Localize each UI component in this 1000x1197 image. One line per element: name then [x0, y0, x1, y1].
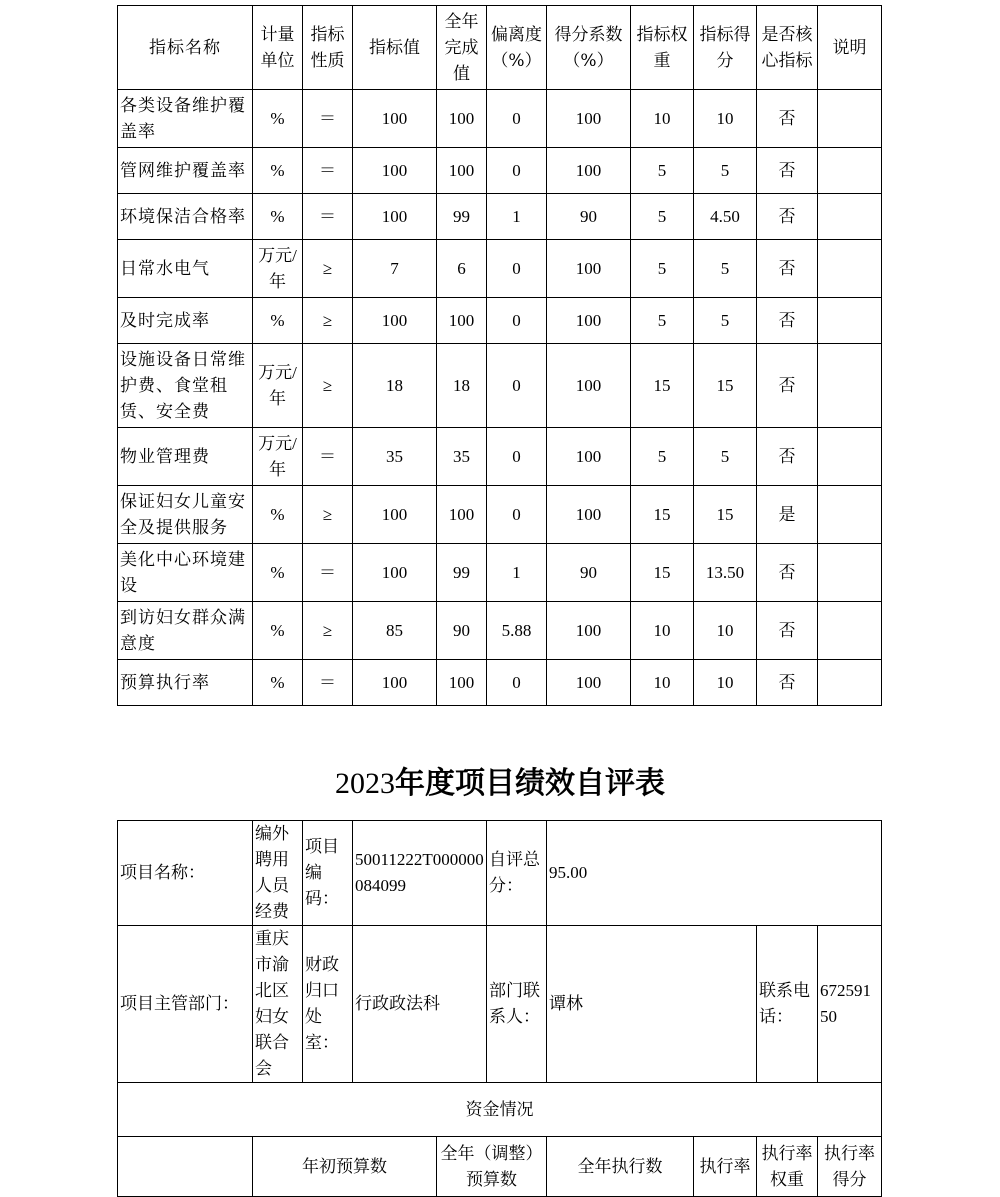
exec-rate-score-header: 执行率得分: [818, 1137, 882, 1197]
actual-value-cell: 18: [437, 344, 487, 428]
weight-cell: 10: [631, 660, 694, 706]
funds-blank-cell: [118, 1137, 253, 1197]
target-value-cell: 100: [353, 298, 437, 344]
nature-cell: ＝: [303, 194, 353, 240]
actual-value-cell: 100: [437, 90, 487, 148]
title-text: 年度项目绩效自评表: [395, 766, 665, 801]
indicator-name-cell: 物业管理费: [118, 428, 253, 486]
actual-value-cell: 6: [437, 240, 487, 298]
actual-value-cell: 99: [437, 544, 487, 602]
score-cell: 10: [694, 90, 757, 148]
score-coefficient-cell: 100: [547, 344, 631, 428]
note-cell: [818, 148, 882, 194]
score-cell: 5: [694, 148, 757, 194]
indicator-name-cell: 环境保洁合格率: [118, 194, 253, 240]
core-indicator-cell: 否: [757, 428, 818, 486]
indicator-row: [118, 194, 882, 240]
indicator-name-cell: 及时完成率: [118, 298, 253, 344]
core-indicator-cell: 否: [757, 148, 818, 194]
score-coefficient-cell: 100: [547, 298, 631, 344]
core-indicator-cell: 否: [757, 344, 818, 428]
note-cell: [818, 344, 882, 428]
weight-cell: 15: [631, 544, 694, 602]
self-eval-title: [0, 762, 1000, 806]
target-value-cell: 100: [353, 544, 437, 602]
funds-header-row: [118, 1137, 882, 1197]
project-code-value: 50011222T000000084099: [353, 821, 487, 926]
indicator-header-row: [118, 6, 882, 90]
note-cell: [818, 194, 882, 240]
note-cell: [818, 602, 882, 660]
nature-cell: ＝: [303, 544, 353, 602]
deviation-cell: 0: [487, 298, 547, 344]
project-name-label: 项目名称：: [118, 821, 253, 926]
header-weight: 指标权重: [631, 6, 694, 90]
header-actual-value: 全年完成值: [437, 6, 487, 90]
indicator-row: [118, 660, 882, 706]
executed-header: 全年执行数: [547, 1137, 694, 1197]
indicator-row: [118, 298, 882, 344]
department-row: [118, 926, 882, 1083]
weight-cell: 10: [631, 90, 694, 148]
deviation-cell: 0: [487, 240, 547, 298]
project-code-label: 项目编码：: [303, 821, 353, 926]
score-cell: 10: [694, 660, 757, 706]
unit-cell: %: [253, 660, 303, 706]
core-indicator-cell: 否: [757, 90, 818, 148]
core-indicator-cell: 否: [757, 194, 818, 240]
score-coefficient-cell: 100: [547, 486, 631, 544]
deviation-cell: 0: [487, 486, 547, 544]
funds-heading: 资金情况: [118, 1083, 882, 1137]
core-indicator-cell: 否: [757, 544, 818, 602]
header-note: 说明: [818, 6, 882, 90]
unit-cell: 万元/年: [253, 344, 303, 428]
project-info-row: [118, 821, 882, 926]
self-eval-table: [117, 820, 882, 1197]
unit-cell: %: [253, 544, 303, 602]
deviation-cell: 0: [487, 660, 547, 706]
indicator-row: [118, 148, 882, 194]
score-cell: 10: [694, 602, 757, 660]
actual-value-cell: 100: [437, 486, 487, 544]
indicator-name-cell: 日常水电气: [118, 240, 253, 298]
unit-cell: %: [253, 486, 303, 544]
score-cell: 15: [694, 486, 757, 544]
total-score-label: 自评总分：: [487, 821, 547, 926]
nature-cell: ＝: [303, 90, 353, 148]
weight-cell: 5: [631, 148, 694, 194]
header-indicator-name: 指标名称: [118, 6, 253, 90]
nature-cell: ＝: [303, 428, 353, 486]
target-value-cell: 18: [353, 344, 437, 428]
indicator-row: [118, 602, 882, 660]
indicator-name-cell: 到访妇女群众满意度: [118, 602, 253, 660]
indicator-name-cell: 保证妇女儿童安全及提供服务: [118, 486, 253, 544]
deviation-cell: 0: [487, 428, 547, 486]
indicator-name-cell: 各类设备维护覆盖率: [118, 90, 253, 148]
indicator-name-cell: 美化中心环境建设: [118, 544, 253, 602]
core-indicator-cell: 否: [757, 660, 818, 706]
phone-label: 联系电话：: [757, 926, 818, 1083]
unit-cell: %: [253, 298, 303, 344]
adjusted-budget-header: 全年（调整）预算数: [437, 1137, 547, 1197]
note-cell: [818, 428, 882, 486]
target-value-cell: 7: [353, 240, 437, 298]
finance-office-value: 行政政法科: [353, 926, 487, 1083]
nature-cell: ＝: [303, 660, 353, 706]
header-score-coefficient: 得分系数（%）: [547, 6, 631, 90]
deviation-cell: 5.88: [487, 602, 547, 660]
weight-cell: 15: [631, 486, 694, 544]
indicator-row: [118, 544, 882, 602]
indicator-row: [118, 428, 882, 486]
indicator-name-cell: 设施设备日常维护费、食堂租赁、安全费: [118, 344, 253, 428]
dept-label: 项目主管部门：: [118, 926, 253, 1083]
score-coefficient-cell: 100: [547, 660, 631, 706]
score-cell: 4.50: [694, 194, 757, 240]
unit-cell: 万元/年: [253, 428, 303, 486]
score-cell: 13.50: [694, 544, 757, 602]
score-coefficient-cell: 100: [547, 428, 631, 486]
target-value-cell: 35: [353, 428, 437, 486]
note-cell: [818, 240, 882, 298]
header-nature: 指标性质: [303, 6, 353, 90]
actual-value-cell: 90: [437, 602, 487, 660]
exec-rate-weight-header: 执行率权重: [757, 1137, 818, 1197]
unit-cell: %: [253, 148, 303, 194]
indicator-row: [118, 344, 882, 428]
indicator-table: [117, 5, 882, 706]
unit-cell: %: [253, 602, 303, 660]
target-value-cell: 100: [353, 486, 437, 544]
nature-cell: ≥: [303, 486, 353, 544]
initial-budget-header: 年初预算数: [253, 1137, 437, 1197]
target-value-cell: 100: [353, 660, 437, 706]
header-core-indicator: 是否核心指标: [757, 6, 818, 90]
finance-office-label: 财政归口处室：: [303, 926, 353, 1083]
weight-cell: 5: [631, 428, 694, 486]
target-value-cell: 100: [353, 148, 437, 194]
header-deviation: 偏离度（%）: [487, 6, 547, 90]
dept-value: 重庆市渝北区妇女联合会: [253, 926, 303, 1083]
score-coefficient-cell: 90: [547, 194, 631, 240]
core-indicator-cell: 是: [757, 486, 818, 544]
score-cell: 5: [694, 240, 757, 298]
core-indicator-cell: 否: [757, 240, 818, 298]
weight-cell: 5: [631, 240, 694, 298]
nature-cell: ≥: [303, 344, 353, 428]
nature-cell: ≥: [303, 298, 353, 344]
score-coefficient-cell: 90: [547, 544, 631, 602]
note-cell: [818, 544, 882, 602]
core-indicator-cell: 否: [757, 298, 818, 344]
deviation-cell: 0: [487, 148, 547, 194]
score-coefficient-cell: 100: [547, 240, 631, 298]
note-cell: [818, 90, 882, 148]
score-cell: 15: [694, 344, 757, 428]
deviation-cell: 1: [487, 194, 547, 240]
indicator-name-cell: 管网维护覆盖率: [118, 148, 253, 194]
unit-cell: 万元/年: [253, 240, 303, 298]
core-indicator-cell: 否: [757, 602, 818, 660]
target-value-cell: 85: [353, 602, 437, 660]
header-score: 指标得分: [694, 6, 757, 90]
deviation-cell: 1: [487, 544, 547, 602]
actual-value-cell: 100: [437, 660, 487, 706]
title-year: 2023: [335, 767, 395, 800]
score-cell: 5: [694, 428, 757, 486]
indicator-row: [118, 240, 882, 298]
total-score-value: 95.00: [547, 821, 882, 926]
unit-cell: %: [253, 194, 303, 240]
weight-cell: 15: [631, 344, 694, 428]
score-coefficient-cell: 100: [547, 90, 631, 148]
indicator-row: [118, 90, 882, 148]
actual-value-cell: 35: [437, 428, 487, 486]
contact-value: 谭林: [547, 926, 757, 1083]
nature-cell: ≥: [303, 602, 353, 660]
nature-cell: ＝: [303, 148, 353, 194]
exec-rate-header: 执行率: [694, 1137, 757, 1197]
actual-value-cell: 99: [437, 194, 487, 240]
deviation-cell: 0: [487, 344, 547, 428]
indicator-name-cell: 预算执行率: [118, 660, 253, 706]
contact-label: 部门联系人：: [487, 926, 547, 1083]
project-name-value: 编外聘用人员经费: [253, 821, 303, 926]
funds-heading-row: [118, 1083, 882, 1137]
target-value-cell: 100: [353, 90, 437, 148]
note-cell: [818, 486, 882, 544]
phone-value: 67259150: [818, 926, 882, 1083]
indicator-row: [118, 486, 882, 544]
header-unit: 计量单位: [253, 6, 303, 90]
nature-cell: ≥: [303, 240, 353, 298]
deviation-cell: 0: [487, 90, 547, 148]
actual-value-cell: 100: [437, 298, 487, 344]
score-coefficient-cell: 100: [547, 602, 631, 660]
weight-cell: 5: [631, 298, 694, 344]
note-cell: [818, 298, 882, 344]
weight-cell: 5: [631, 194, 694, 240]
score-cell: 5: [694, 298, 757, 344]
unit-cell: %: [253, 90, 303, 148]
header-target-value: 指标值: [353, 6, 437, 90]
note-cell: [818, 660, 882, 706]
weight-cell: 10: [631, 602, 694, 660]
target-value-cell: 100: [353, 194, 437, 240]
actual-value-cell: 100: [437, 148, 487, 194]
score-coefficient-cell: 100: [547, 148, 631, 194]
